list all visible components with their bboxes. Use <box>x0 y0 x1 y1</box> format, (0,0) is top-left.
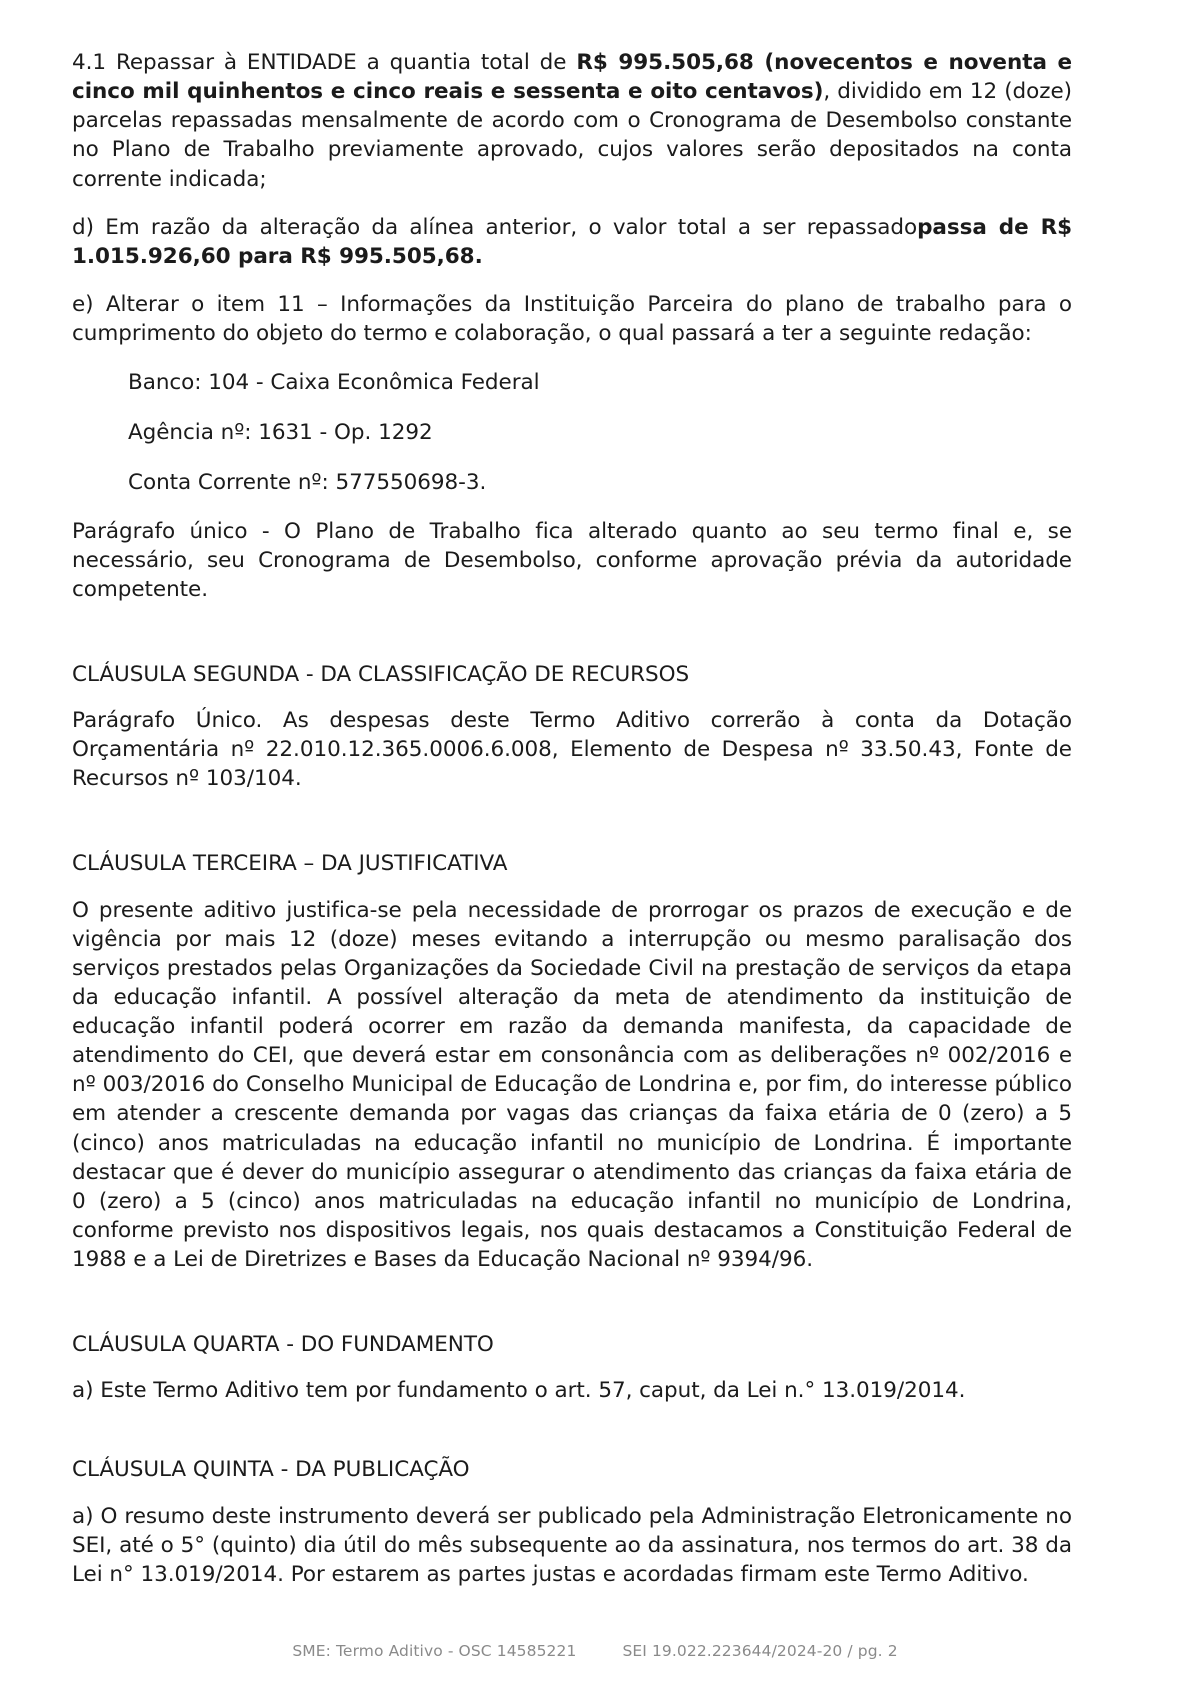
paragrafo-unico-plano-trabalho: Parágrafo único - O Plano de Trabalho fica alterado quanto ao seu termo final e, se necessário, seu Cronograma de Desembolso, conforme aprovação prévia da autoridade competente. <box>72 518 1072 602</box>
document-body <box>72 48 1072 1589</box>
body-clausula-segunda: Parágrafo Único. As despesas deste Termo Aditivo correrão à conta da Dotação Orçamentária nº 22.010.12.365.0006.6.008, Elemento de Despesa nº 33.50.43, Fonte de Recursos nº 103/104. <box>72 708 1072 792</box>
section-gap <box>72 1274 1072 1330</box>
body-clausula-terceira: O presente aditivo justifica-se pela necessidade de prorrogar os prazos de execução e de vigência por mais 12 (doze) meses evitando a interrupção ou mesmo paralisação dos serviços prestados pelas Organizações da Sociedade Civil na prestação de serviços da etapa da educação infantil. A possível alteração da meta de atendimento da instituição de educação infantil poderá ocorrer em razão da demanda manifesta, da capacidade de atendimento do CEI, que deverá estar em consonância com as deliberações nº 002/2016 e nº 003/2016 do Conselho Municipal de Educação de Londrina e, por fim, do interesse público em atender a crescente demanda por vagas das crianças da faixa etária de 0 (zero) a 5 (cinco) anos matriculadas na educação infantil no município de Londrina. É importante destacar que é dever do município assegurar o atendimento das crianças da faixa etária de 0 (zero) a 5 (cinco) anos matriculadas na educação infantil no município de Londrina, conforme previsto nos dispositivos legais, nos quais destacamos a Constituição Federal de 1988 e a Lei de Diretrizes e Bases da Educação Nacional nº 9394/96. <box>72 897 1072 1272</box>
clause-4-1-bold-amount: R$ 995.505,68 (novecentos e noventa e cinco mil quinhentos e cinco reais e sessenta e oito centavos) <box>72 50 1072 105</box>
heading-clausula-quarta: CLÁUSULA QUARTA - DO FUNDAMENTO <box>72 1332 494 1358</box>
bank-line-banco: Banco: 104 - Caixa Econômica Federal <box>128 370 540 396</box>
body-clausula-quarta: a) Este Termo Aditivo tem por fundamento o art. 57, caput, da Lei n.° 13.019/2014. <box>72 1378 966 1404</box>
clause-4-1-paragraph <box>72 48 1072 194</box>
footer-document-reference: SME: Termo Aditivo - OSC 14585221 <box>292 1642 577 1660</box>
item-d-lead: d) Em razão da alteração da alínea anterior, o valor total a ser repassado <box>72 214 918 240</box>
section-gap <box>72 604 1072 660</box>
heading-clausula-quinta: CLÁUSULA QUINTA - DA PUBLICAÇÃO <box>72 1457 470 1483</box>
clause-4-1-lead: 4.1 Repassar à ENTIDADE a quantia total de <box>72 50 577 75</box>
body-clausula-quinta: a) O resumo deste instrumento deverá ser publicado pela Administração Eletronicamente no SEI, até o 5° (quinto) dia útil do mês subsequente ao da assinatura, nos termos do art. 38 da Lei n° 13.019/2014. Por estarem as partes justas e acordadas firmam este Termo Aditivo. <box>72 1503 1072 1587</box>
section-gap <box>72 1405 1072 1455</box>
heading-clausula-terceira: CLÁUSULA TERCEIRA – DA JUSTIFICATIVA <box>72 851 508 877</box>
section-gap <box>72 793 1072 849</box>
heading-clausula-segunda: CLÁUSULA SEGUNDA - DA CLASSIFICAÇÃO DE RECURSOS <box>72 661 690 687</box>
footer-sei-reference: SEI 19.022.223644/2024-20 / pg. 2 <box>622 1642 898 1660</box>
clause-4-1-tail: , dividido em 12 (doze) parcelas repassadas mensalmente de acordo com o Cronograma de Desembolso constante no Plano de Trabalho previamente aprovado, cujos valores serão depositados na conta corrente indicada; <box>72 79 1072 192</box>
page-footer <box>0 1642 1190 1660</box>
item-e-paragraph: e) Alterar o item 11 – Informações da Instituição Parceira do plano de trabalho para o cumprimento do objeto do termo e colaboração, o qual passará a ter a seguinte redação: <box>72 291 1072 346</box>
item-d-paragraph <box>72 213 1072 271</box>
bank-line-agencia: Agência nº: 1631 - Op. 1292 <box>128 420 433 446</box>
bank-line-conta-corrente: Conta Corrente nº: 577550698-3. <box>128 470 487 496</box>
item-d-bold-tail: passa de R$ 1.015.926,60 para R$ 995.505,68. <box>72 214 1072 269</box>
